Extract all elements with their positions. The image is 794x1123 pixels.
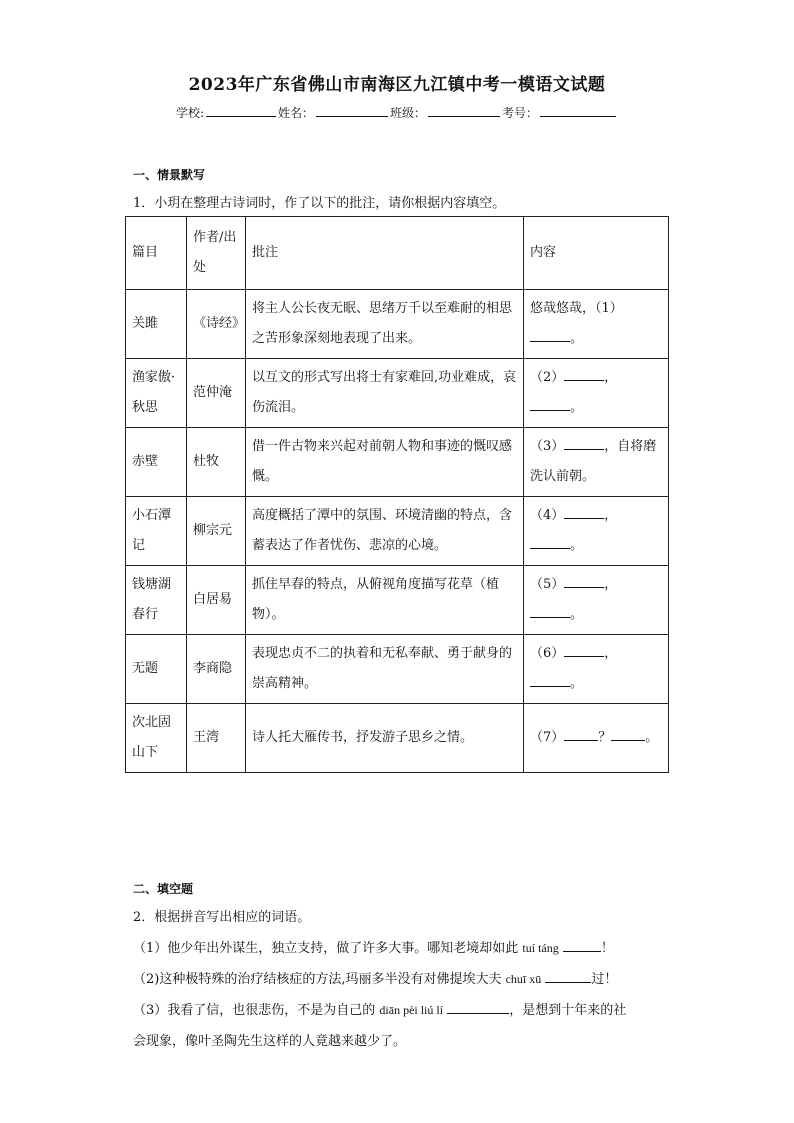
row-content (524, 428, 669, 497)
content-prefix: （2） (530, 370, 565, 385)
fill-item-3-continuation: 会现象，像叶圣陶先生这样的人竟越来越少了。 (133, 1034, 407, 1049)
table-header-row (126, 217, 669, 290)
poem-annotation-table (125, 216, 669, 773)
exam-no-label: 考号： (502, 106, 539, 120)
row-content (524, 566, 669, 635)
table-row (126, 704, 669, 773)
answer-blank[interactable] (564, 642, 604, 657)
content-mid: ， (604, 508, 618, 523)
fill-item-text: （2)这种极特殊的治疗结核症的方法,玛丽多半没有对佛提埃大夫 (133, 972, 506, 987)
fill-item-2 (133, 968, 617, 987)
class-blank (428, 103, 500, 117)
row-content (524, 704, 669, 773)
table-row (126, 635, 669, 704)
row-author: 王湾 (187, 704, 246, 773)
table-row (126, 566, 669, 635)
content-suffix: 。 (645, 730, 659, 745)
row-author: 李商隐 (187, 635, 246, 704)
content-suffix: 。 (570, 400, 584, 415)
row-author: 柳宗元 (187, 497, 246, 566)
row-title: 无题 (126, 635, 187, 704)
fill-item-3 (133, 999, 626, 1018)
answer-blank[interactable] (563, 937, 601, 952)
table-row (126, 428, 669, 497)
header-note: 批注 (246, 217, 524, 290)
class-label: 班级： (390, 106, 427, 120)
content-mid: ， (604, 646, 618, 661)
row-title: 关雎 (126, 290, 187, 359)
content-suffix: 。 (570, 538, 584, 553)
content-prefix: （4） (530, 508, 565, 523)
row-author: 白居易 (187, 566, 246, 635)
header-author: 作者/出处 (187, 217, 246, 290)
content-prefix: （5） (530, 577, 565, 592)
header-title: 篇目 (126, 217, 187, 290)
content-mid: ， (604, 577, 618, 592)
student-info-line (0, 103, 794, 121)
row-note: 将主人公长夜无眠、思绪万千以至难耐的相思之苦形象深刻地表现了出来。 (246, 290, 524, 359)
question-1-text: 1．小玥在整理古诗词时，作了以下的批注，请你根据内容填空。 (133, 196, 506, 211)
row-content (524, 290, 669, 359)
answer-blank[interactable] (564, 573, 604, 588)
row-note: 诗人托大雁传书，抒发游子思乡之情。 (246, 704, 524, 773)
name-blank (316, 103, 388, 117)
content-prefix: （7） (530, 730, 565, 745)
answer-blank[interactable] (530, 672, 570, 687)
fill-item-text: （3）我看了信，也很悲伤，不是为自己的 (133, 1003, 380, 1018)
row-author: 范仲淹 (187, 359, 246, 428)
row-author: 杜牧 (187, 428, 246, 497)
content-suffix: ，自将磨洗认前朝。 (530, 439, 657, 484)
school-label: 学校: (175, 106, 204, 120)
question-2-text: 2．根据拼音写出相应的词语。 (133, 910, 311, 925)
pinyin-hint: tuí táng (522, 941, 559, 955)
section-heading-1: 一、情景默写 (133, 168, 206, 182)
answer-blank[interactable] (564, 366, 604, 381)
row-note: 表现忠贞不二的执着和无私奉献、勇于献身的崇高精神。 (246, 635, 524, 704)
content-mid: ， (604, 370, 618, 385)
header-content: 内容 (524, 217, 669, 290)
pinyin-hint: diān pèi liú lí (379, 1003, 444, 1017)
answer-blank[interactable] (564, 504, 604, 519)
section-heading-2: 二、填空题 (133, 882, 194, 896)
row-title: 赤壁 (126, 428, 187, 497)
content-suffix: 。 (570, 331, 584, 346)
answer-blank[interactable] (447, 999, 509, 1014)
page-title: 2023年广东省佛山市南海区九江镇中考一模语文试题 (188, 75, 606, 95)
table-row (126, 290, 669, 359)
row-title: 小石潭记 (126, 497, 187, 566)
answer-blank[interactable] (564, 726, 598, 741)
row-note: 以互文的形式写出将士有家难回,功业难成，哀伤流泪。 (246, 359, 524, 428)
row-note: 抓住早春的特点，从俯视角度描写花草（植物）。 (246, 566, 524, 635)
table-row (126, 497, 669, 566)
row-content (524, 497, 669, 566)
pinyin-hint: chuī xū (505, 972, 542, 986)
answer-blank[interactable] (545, 968, 591, 983)
row-author: 《诗经》 (187, 290, 246, 359)
fill-item-text: （1）他少年出外谋生，独立支持，做了许多大事。哪知老境却如此 (133, 941, 523, 956)
fill-item-suffix: ！ (600, 941, 614, 956)
content-suffix: 。 (570, 607, 584, 622)
row-note: 高度概括了潭中的氛围、环境清幽的特点，含蓄表达了作者忧伤、悲凉的心境。 (246, 497, 524, 566)
name-label: 姓名： (278, 106, 315, 120)
row-content (524, 359, 669, 428)
fill-item-suffix: 过！ (591, 972, 618, 987)
answer-blank[interactable] (530, 396, 570, 411)
row-note: 借一件古物来兴起对前朝人物和事迹的慨叹感慨。 (246, 428, 524, 497)
exam-no-blank (540, 103, 616, 117)
row-content (524, 635, 669, 704)
answer-blank[interactable] (564, 435, 604, 450)
fill-item-suffix: ，是想到十年来的社 (509, 1003, 627, 1018)
row-title: 渔家傲·秋思 (126, 359, 187, 428)
row-title: 钱塘湖春行 (126, 566, 187, 635)
answer-blank[interactable] (530, 534, 570, 549)
row-title: 次北固山下 (126, 704, 187, 773)
table-row (126, 359, 669, 428)
answer-blank[interactable] (611, 726, 645, 741)
content-mid: ？ (598, 730, 612, 745)
content-prefix: （6） (530, 646, 565, 661)
fill-item-1 (133, 937, 614, 956)
school-blank (206, 103, 276, 117)
answer-blank[interactable] (530, 327, 570, 342)
content-suffix: 。 (570, 676, 584, 691)
answer-blank[interactable] (530, 603, 570, 618)
content-prefix: 悠哉悠哉，（1） (530, 301, 623, 316)
content-prefix: （3） (530, 439, 565, 454)
